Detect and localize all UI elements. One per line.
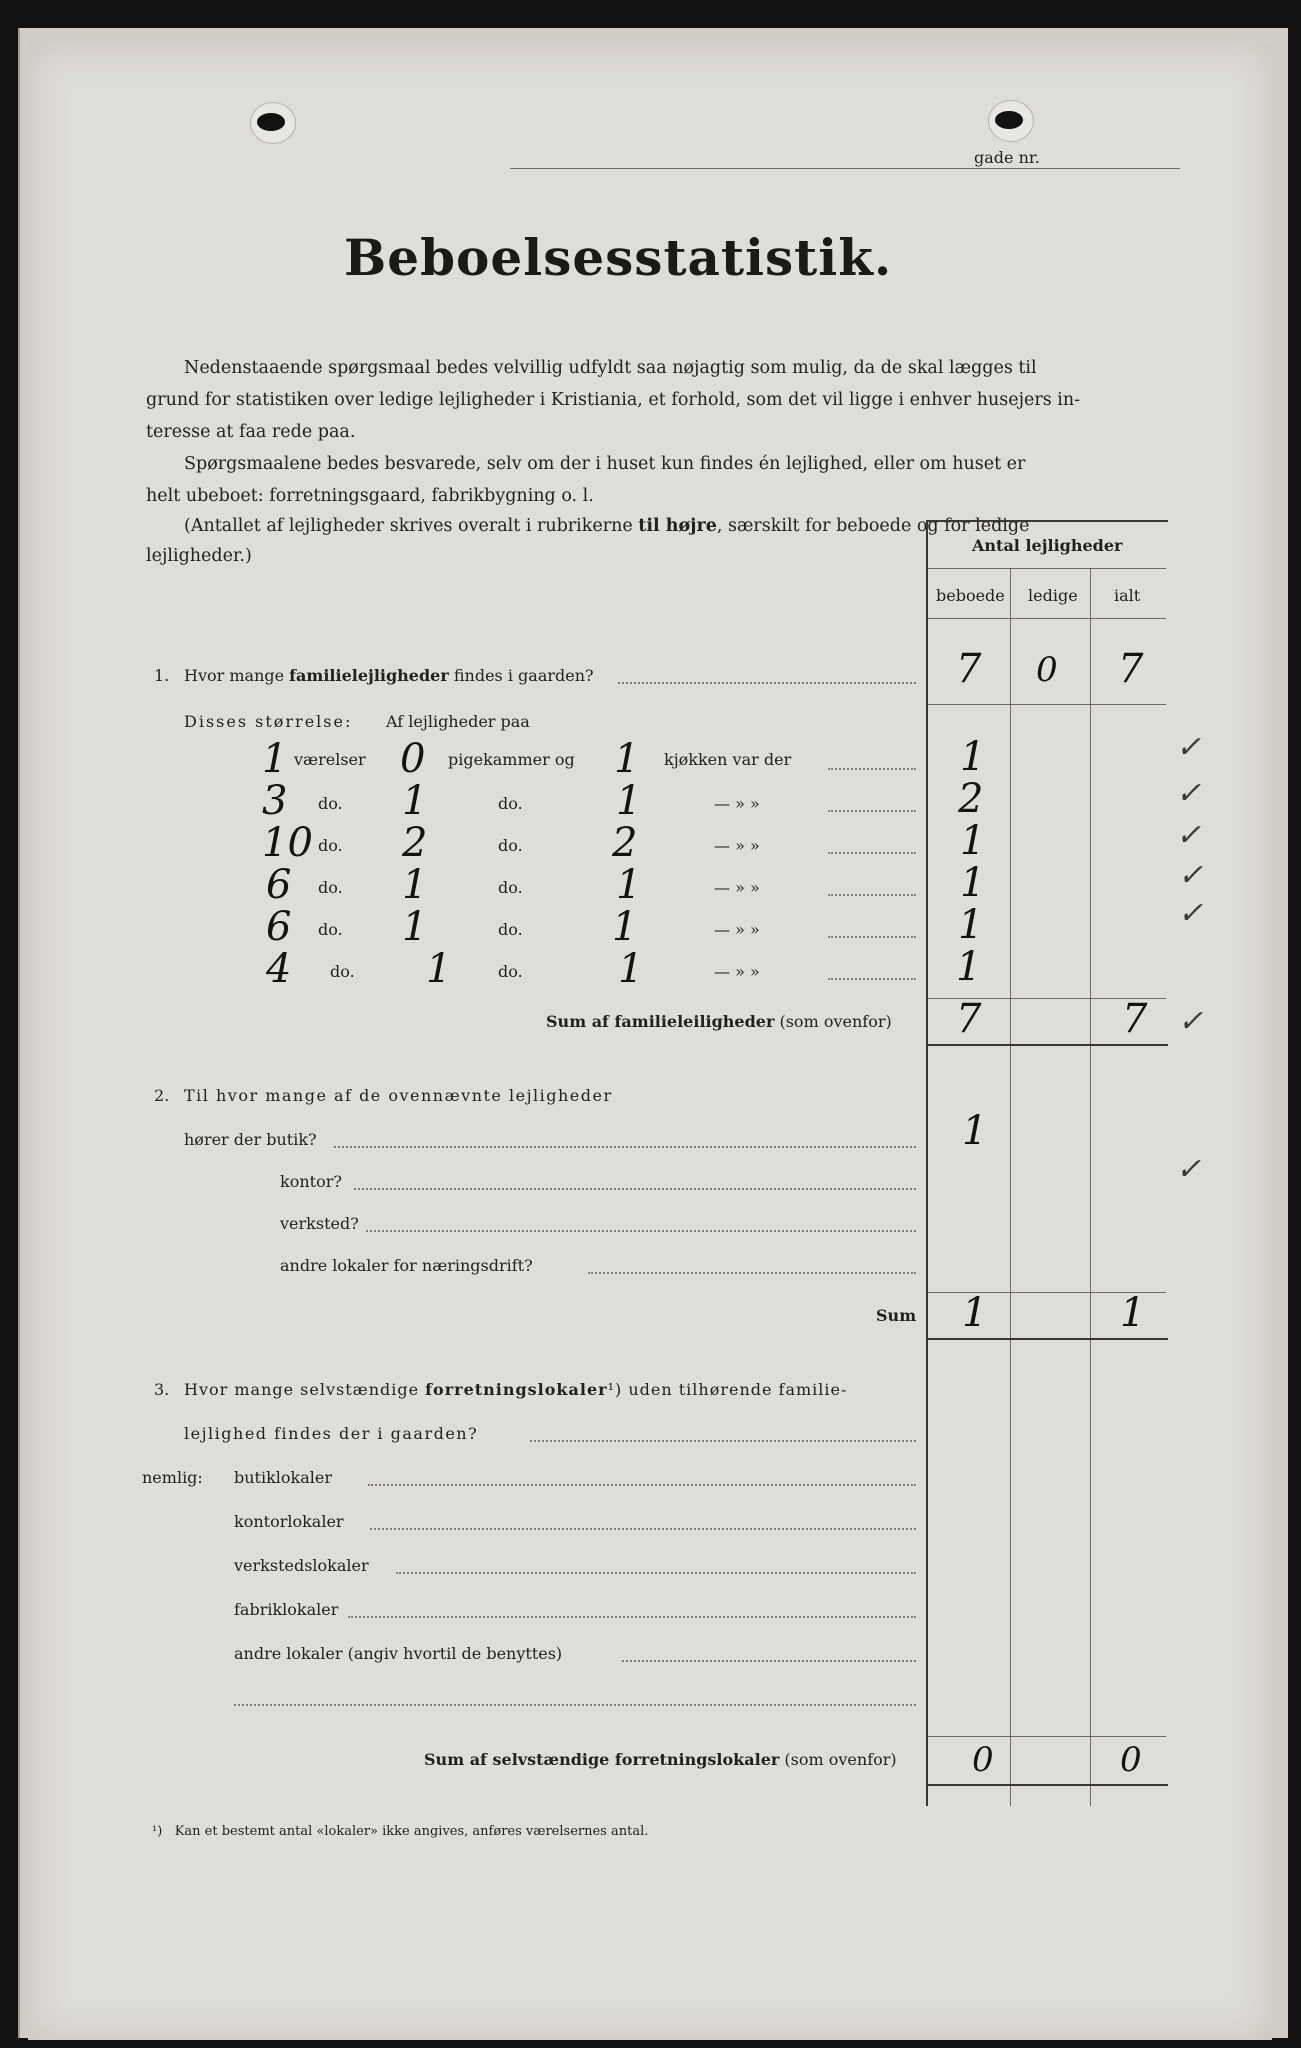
table-header-rule <box>928 568 1166 569</box>
pige-label: do. <box>498 920 523 939</box>
punch-hole-left <box>250 102 296 144</box>
intro-line: teresse at faa rede paa. <box>146 422 356 442</box>
q2-sum-ialt: 1 <box>1120 1290 1146 1336</box>
leader-dots <box>828 810 916 812</box>
leader-dots <box>396 1572 916 1574</box>
row-beboede: 2 <box>958 776 984 822</box>
table-left-rule <box>926 520 928 1806</box>
form-sheet <box>28 44 1272 2040</box>
leader-dots <box>828 978 916 980</box>
pige-count: 2 <box>402 820 428 866</box>
intro-line: grund for statistiken over ledige lejligheder i Kristiania, et forhold, som det vil ligge i enhver husejers in- <box>146 390 1081 410</box>
margin-check-mark: ✓ <box>1176 730 1202 765</box>
kjokken-label: kjøkken var der <box>664 750 792 769</box>
leader-dots <box>234 1704 916 1706</box>
footnote: ¹) Kan et bestemt antal «lokaler» ikke angives, anføres værelsernes antal. <box>152 1824 649 1839</box>
margin-check-mark: ✓ <box>1176 1152 1202 1187</box>
table-sum-rule <box>928 1044 1168 1046</box>
kjokken-label: — » » <box>714 794 760 813</box>
pige-count: 0 <box>400 736 426 782</box>
row-beboede: 1 <box>958 902 984 948</box>
kjokken-label: — » » <box>714 878 760 897</box>
rooms-count: 1 <box>262 736 288 782</box>
rooms-count: 3 <box>262 778 288 824</box>
rooms-label: do. <box>318 878 343 897</box>
q3-item: verkstedslokaler <box>234 1556 369 1575</box>
row-beboede: 1 <box>960 818 986 864</box>
rooms-label: værelser <box>294 750 366 769</box>
q1-sum-beboede: 7 <box>956 996 982 1042</box>
rooms-label: do. <box>318 794 343 813</box>
pige-label: pigekammer og <box>448 750 575 769</box>
q3-item: fabriklokaler <box>234 1600 339 1619</box>
intro-line: (Antallet af lejligheder skrives overalt i rubrikerne til højre, særskilt for beboede og for ledige <box>184 516 1030 536</box>
margin-check-mark: ✓ <box>1176 818 1202 853</box>
leader-dots <box>334 1146 916 1148</box>
leader-dots <box>828 768 916 770</box>
table-row-rule <box>928 704 1166 705</box>
q3-sum-label: Sum af selvstændige forretningslokaler (som ovenfor) <box>424 1750 897 1769</box>
intro-line: helt ubeboet: forretningsgaard, fabrikbygning o. l. <box>146 486 594 506</box>
leader-dots <box>366 1230 916 1232</box>
table-sum-rule <box>928 1784 1168 1786</box>
pige-count: 1 <box>402 904 428 950</box>
q3-item: kontorlokaler <box>234 1512 344 1531</box>
kjokken-count: 1 <box>614 736 640 782</box>
q3-sum-beboede: 0 <box>972 1740 994 1780</box>
table-col-divider <box>1090 568 1091 1806</box>
q2-kontor: kontor? <box>280 1172 342 1191</box>
kjokken-count: 1 <box>612 904 638 950</box>
q1-sum-label: Sum af familieleiligheder (som ovenfor) <box>546 1012 892 1031</box>
pige-count: 1 <box>402 778 428 824</box>
kjokken-label: — » » <box>714 836 760 855</box>
leader-dots <box>618 682 916 684</box>
rooms-count: 4 <box>266 946 292 992</box>
q1-answer-beboede: 7 <box>956 646 982 692</box>
address-line <box>510 168 1180 169</box>
kjokken-count: 1 <box>616 862 642 908</box>
leader-dots <box>354 1188 916 1190</box>
margin-check-mark: ✓ <box>1178 858 1204 893</box>
kjokken-count: 1 <box>616 778 642 824</box>
q3-item: andre lokaler (angiv hvortil de benyttes) <box>234 1644 563 1663</box>
q3-sum-ialt: 0 <box>1120 1740 1142 1780</box>
size-label-2: Af lejligheder paa <box>386 712 530 731</box>
rooms-label: do. <box>318 920 343 939</box>
row-beboede: 1 <box>960 860 986 906</box>
kjokken-label: — » » <box>714 962 760 981</box>
q3-text: Hvor mange selvstændige forretningslokaler¹) uden tilhørende familie- <box>184 1380 848 1399</box>
q3-number: 3. <box>154 1380 170 1399</box>
gade-nr-label: gade nr. <box>974 148 1040 167</box>
pige-label: do. <box>498 878 523 897</box>
intro-line: Spørgsmaalene bedes besvarede, selv om der i huset kun findes én lejlighed, eller om huset er <box>184 454 1026 474</box>
table-header-rule <box>928 618 1166 619</box>
kjokken-count: 1 <box>618 946 644 992</box>
leader-dots <box>828 894 916 896</box>
q2-sum-beboede: 1 <box>962 1290 988 1336</box>
table-top-rule <box>928 520 1168 522</box>
table-sum-rule <box>928 1338 1168 1340</box>
q2-sum-label: Sum <box>876 1306 917 1325</box>
pige-count: 1 <box>426 946 452 992</box>
q1-answer-ledige: 0 <box>1036 650 1058 690</box>
col-header-ledige: ledige <box>1028 586 1078 605</box>
q3-item: butiklokaler <box>234 1468 333 1487</box>
rooms-label: do. <box>330 962 355 981</box>
table-group-header: Antal lejligheder <box>972 536 1123 555</box>
table-row-rule <box>928 1736 1166 1737</box>
row-beboede: 1 <box>956 944 982 990</box>
leader-dots <box>348 1616 916 1618</box>
row-beboede: 1 <box>960 734 986 780</box>
q2-butik-answer: 1 <box>962 1108 988 1154</box>
q2-butik: hører der butik? <box>184 1130 317 1149</box>
q2-verksted: verksted? <box>280 1214 359 1233</box>
leader-dots <box>370 1528 916 1530</box>
pige-label: do. <box>498 962 523 981</box>
margin-check-mark: ✓ <box>1178 1004 1204 1039</box>
leader-dots <box>368 1484 916 1486</box>
rooms-count: 6 <box>266 862 292 908</box>
q2-number: 2. <box>154 1086 170 1105</box>
margin-check-mark: ✓ <box>1178 896 1204 931</box>
margin-check-mark: ✓ <box>1176 776 1202 811</box>
rooms-count: 10 <box>262 820 313 866</box>
pige-count: 1 <box>402 862 428 908</box>
punch-hole-right <box>988 100 1034 142</box>
rooms-count: 6 <box>266 904 292 950</box>
q1-sum-ialt: 7 <box>1122 996 1148 1042</box>
pige-label: do. <box>498 794 523 813</box>
size-label: Disses størrelse: <box>184 712 353 731</box>
table-col-divider <box>1010 568 1011 1806</box>
kjokken-count: 2 <box>612 820 638 866</box>
leader-dots <box>588 1272 916 1274</box>
kjokken-label: — » » <box>714 920 760 939</box>
col-header-beboede: beboede <box>936 586 1005 605</box>
page-title: Beboelsesstatistik. <box>344 228 893 287</box>
q1-answer-ialt: 7 <box>1118 646 1144 692</box>
nemlig-label: nemlig: <box>142 1468 203 1487</box>
leader-dots <box>828 852 916 854</box>
q3-text-line2: lejlighed findes der i gaarden? <box>184 1424 479 1443</box>
rooms-label: do. <box>318 836 343 855</box>
q2-andre: andre lokaler for næringsdrift? <box>280 1256 533 1275</box>
pige-label: do. <box>498 836 523 855</box>
leader-dots <box>622 1660 916 1662</box>
q2-text: Til hvor mange af de ovennævnte lejligheder <box>184 1086 613 1105</box>
col-header-ialt: ialt <box>1114 586 1141 605</box>
q1-text: Hvor mange familielejligheder findes i gaarden? <box>184 666 594 685</box>
intro-line: Nedenstaaende spørgsmaal bedes velvillig udfyldt saa nøjagtig som mulig, da de skal lægges til <box>184 358 1037 378</box>
leader-dots <box>828 936 916 938</box>
leader-dots <box>530 1440 916 1442</box>
intro-line: lejligheder.) <box>146 546 252 566</box>
q1-number: 1. <box>154 666 170 685</box>
